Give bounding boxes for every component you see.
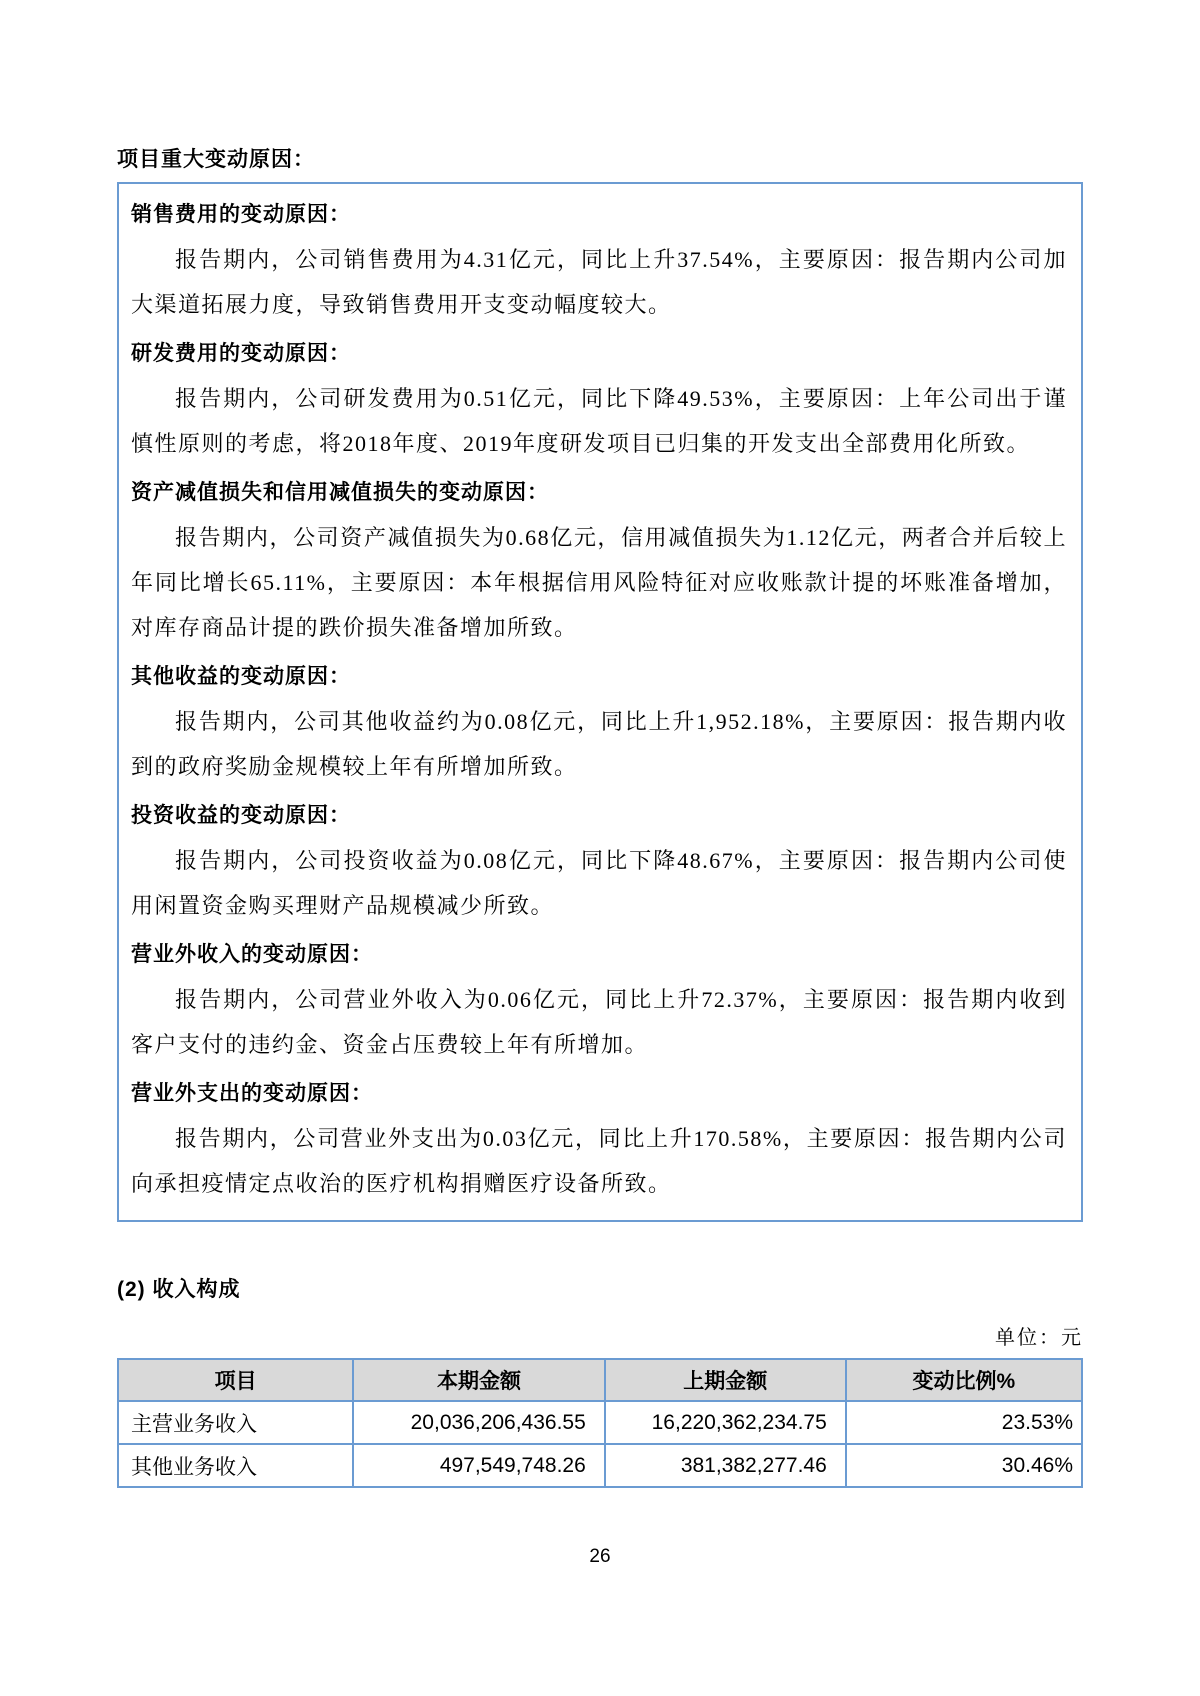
reason-heading: 资产减值损失和信用减值损失的变动原因： [131,481,549,504]
reason-section-non-operating-expense [131,1071,1067,1206]
reason-heading: 营业外收入的变动原因： [131,943,373,966]
unit-label: 单位：元 [995,1327,1083,1349]
reason-heading: 销售费用的变动原因： [131,203,351,226]
reason-heading: 研发费用的变动原因： [131,342,351,365]
reason-paragraph: 报告期内，公司资产减值损失为0.68亿元，信用减值损失为1.12亿元，两者合并后较上年同比增长65.11%，主要原因：本年根据信用风险特征对应收账款计提的坏账准备增加，对库存商品计提的跌价损失准备增加所致。 [131,525,1067,640]
reason-section-impairment-loss [131,470,1067,650]
cell-current-amount: 497,549,748.26 [353,1444,605,1487]
reason-section-selling-expense [131,192,1067,327]
cell-prior-amount: 381,382,277.46 [605,1444,846,1487]
revenue-table [117,1358,1083,1488]
reason-paragraph: 报告期内，公司营业外支出为0.03亿元，同比上升170.58%，主要原因：报告期内公司向承担疫情定点收治的医疗机构捐赠医疗设备所致。 [131,1126,1067,1196]
reason-section-investment-income [131,793,1067,928]
page-number: 26 [589,1546,611,1567]
table-header-row [118,1359,1082,1401]
col-header-prior-amount: 上期金额 [605,1359,846,1401]
cell-item: 其他业务收入 [118,1444,353,1487]
change-reasons-box [117,182,1083,1222]
reason-paragraph: 报告期内，公司营业外收入为0.06亿元，同比上升72.37%，主要原因：报告期内收到客户支付的违约金、资金占压费较上年有所增加。 [131,987,1067,1057]
col-header-item: 项目 [118,1359,353,1401]
reason-section-rd-expense [131,331,1067,466]
col-header-change-ratio: 变动比例% [846,1359,1082,1401]
reason-section-non-operating-income [131,932,1067,1067]
reason-paragraph: 报告期内，公司销售费用为4.31亿元，同比上升37.54%，主要原因：报告期内公司加大渠道拓展力度，导致销售费用开支变动幅度较大。 [131,247,1067,317]
reason-heading: 营业外支出的变动原因： [131,1082,373,1105]
table-row [118,1401,1082,1444]
reason-paragraph: 报告期内，公司其他收益约为0.08亿元，同比上升1,952.18%，主要原因：报告期内收到的政府奖励金规模较上年有所增加所致。 [131,709,1067,779]
col-header-current-amount: 本期金额 [353,1359,605,1401]
cell-change-ratio: 23.53% [846,1401,1082,1444]
cell-prior-amount: 16,220,362,234.75 [605,1401,846,1444]
cell-item: 主营业务收入 [118,1401,353,1444]
page-title: 项目重大变动原因： [117,148,315,171]
reason-section-other-income [131,654,1067,789]
reason-heading: 其他收益的变动原因： [131,665,351,688]
revenue-composition-heading: (2) 收入构成 [117,1278,241,1301]
cell-change-ratio: 30.46% [846,1444,1082,1487]
reason-paragraph: 报告期内，公司研发费用为0.51亿元，同比下降49.53%，主要原因：上年公司出于谨慎性原则的考虑，将2018年度、2019年度研发项目已归集的开发支出全部费用化所致。 [131,386,1067,456]
cell-current-amount: 20,036,206,436.55 [353,1401,605,1444]
reason-paragraph: 报告期内，公司投资收益为0.08亿元，同比下降48.67%，主要原因：报告期内公司使用闲置资金购买理财产品规模减少所致。 [131,848,1067,918]
reason-heading: 投资收益的变动原因： [131,804,351,827]
table-row [118,1444,1082,1487]
